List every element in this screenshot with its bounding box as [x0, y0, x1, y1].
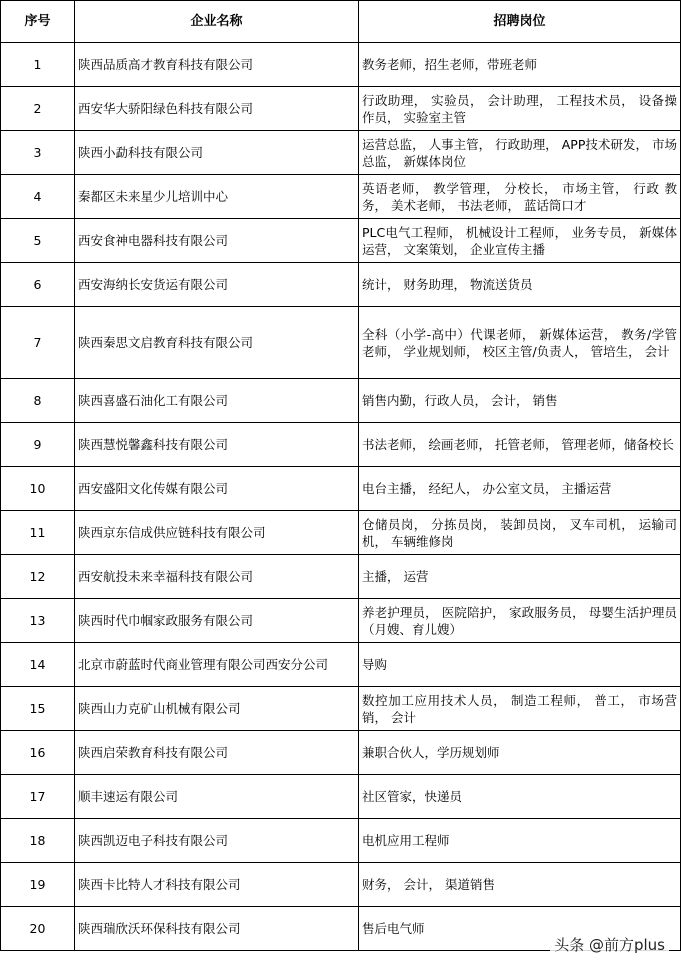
header-company: 企业名称 [75, 1, 359, 43]
row-company: 陕西凯迈电子科技有限公司 [75, 819, 359, 863]
table-row [1, 687, 681, 731]
table-row [1, 87, 681, 131]
row-number: 17 [1, 775, 75, 819]
row-positions: 电台主播， 经纪人， 办公室文员， 主播运营 [359, 467, 681, 511]
row-positions: 数控加工应用技术人员， 制造工程师， 普工， 市场营销， 会计 [359, 687, 681, 731]
row-positions: 教务老师，招生老师，带班老师 [359, 43, 681, 87]
row-positions: 主播， 运营 [359, 555, 681, 599]
row-positions: 仓储员岗， 分拣员岗， 装卸员岗， 叉车司机， 运输司机， 车辆维修岗 [359, 511, 681, 555]
row-company: 陕西京东信成供应链科技有限公司 [75, 511, 359, 555]
row-positions: 书法老师， 绘画老师， 托管老师， 管理老师，储备校长 [359, 423, 681, 467]
row-company: 陕西瑞欣沃环保科技有限公司 [75, 907, 359, 951]
header-positions: 招聘岗位 [359, 1, 681, 43]
row-company: 陕西启荣教育科技有限公司 [75, 731, 359, 775]
row-number: 3 [1, 131, 75, 175]
row-company: 西安华大骄阳绿色科技有限公司 [75, 87, 359, 131]
row-company: 陕西秦思文启教育科技有限公司 [75, 307, 359, 379]
table-row [1, 775, 681, 819]
row-number: 15 [1, 687, 75, 731]
table-row [1, 731, 681, 775]
row-company: 西安航投未来幸福科技有限公司 [75, 555, 359, 599]
row-positions: 导购 [359, 643, 681, 687]
row-number: 4 [1, 175, 75, 219]
row-positions: 养老护理员， 医院陪护， 家政服务员， 母婴生活护理员（月嫂、育儿嫂） [359, 599, 681, 643]
row-company: 西安食神电器科技有限公司 [75, 219, 359, 263]
row-company: 陕西喜盛石油化工有限公司 [75, 379, 359, 423]
row-number: 11 [1, 511, 75, 555]
header-row [1, 1, 681, 43]
row-number: 18 [1, 819, 75, 863]
table-row [1, 175, 681, 219]
row-positions: 电机应用工程师 [359, 819, 681, 863]
table-row [1, 511, 681, 555]
row-company: 陕西卡比特人才科技有限公司 [75, 863, 359, 907]
table-row [1, 43, 681, 87]
row-positions: 兼职合伙人，学历规划师 [359, 731, 681, 775]
table-row [1, 599, 681, 643]
row-company: 陕西山力克矿山机械有限公司 [75, 687, 359, 731]
table-row [1, 307, 681, 379]
row-number: 6 [1, 263, 75, 307]
row-positions: 统计， 财务助理， 物流送货员 [359, 263, 681, 307]
row-company: 陕西品质高才教育科技有限公司 [75, 43, 359, 87]
table-row [1, 219, 681, 263]
row-number: 19 [1, 863, 75, 907]
row-number: 20 [1, 907, 75, 951]
row-company: 陕西时代巾帼家政服务有限公司 [75, 599, 359, 643]
table-row [1, 131, 681, 175]
row-positions: 财务， 会计， 渠道销售 [359, 863, 681, 907]
row-number: 16 [1, 731, 75, 775]
row-positions: 运营总监， 人事主管， 行政助理， APP技术研发， 市场总监， 新媒体岗位 [359, 131, 681, 175]
table-row [1, 467, 681, 511]
row-company: 秦都区未来星少儿培训中心 [75, 175, 359, 219]
table-row [1, 643, 681, 687]
row-company: 北京市蔚蓝时代商业管理有限公司西安分公司 [75, 643, 359, 687]
row-positions: 售后电气师 [359, 907, 681, 951]
row-number: 13 [1, 599, 75, 643]
row-number: 1 [1, 43, 75, 87]
row-positions: 英语老师， 教学管理， 分校长， 市场主管， 行政 教务， 美术老师， 书法老师， 蓝话筒口才 [359, 175, 681, 219]
row-company: 陕西小勐科技有限公司 [75, 131, 359, 175]
row-positions: 全科（小学-高中）代课老师， 新媒体运营， 教务/学管老师， 学业规划师， 校区主管/负责人， 管培生， 会计 [359, 307, 681, 379]
row-positions: PLC电气工程师， 机械设计工程师， 业务专员， 新媒体运营， 文案策划， 企业宣传主播 [359, 219, 681, 263]
row-number: 8 [1, 379, 75, 423]
row-number: 7 [1, 307, 75, 379]
row-company: 西安盛阳文化传媒有限公司 [75, 467, 359, 511]
watermark: 头条 @前方plus [550, 933, 669, 956]
row-number: 10 [1, 467, 75, 511]
row-number: 9 [1, 423, 75, 467]
table-row [1, 819, 681, 863]
row-number: 5 [1, 219, 75, 263]
row-number: 12 [1, 555, 75, 599]
row-company: 西安海纳长安货运有限公司 [75, 263, 359, 307]
row-company: 顺丰速运有限公司 [75, 775, 359, 819]
table-row [1, 423, 681, 467]
table-row [1, 263, 681, 307]
row-number: 14 [1, 643, 75, 687]
table-row [1, 863, 681, 907]
row-company: 陕西慧悦馨鑫科技有限公司 [75, 423, 359, 467]
row-positions: 行政助理， 实验员， 会计助理， 工程技术员， 设备操作员， 实验室主管 [359, 87, 681, 131]
table-row [1, 379, 681, 423]
row-positions: 销售内勤，行政人员， 会计， 销售 [359, 379, 681, 423]
row-number: 2 [1, 87, 75, 131]
table-row [1, 555, 681, 599]
row-positions: 社区管家，快递员 [359, 775, 681, 819]
header-number: 序号 [1, 1, 75, 43]
